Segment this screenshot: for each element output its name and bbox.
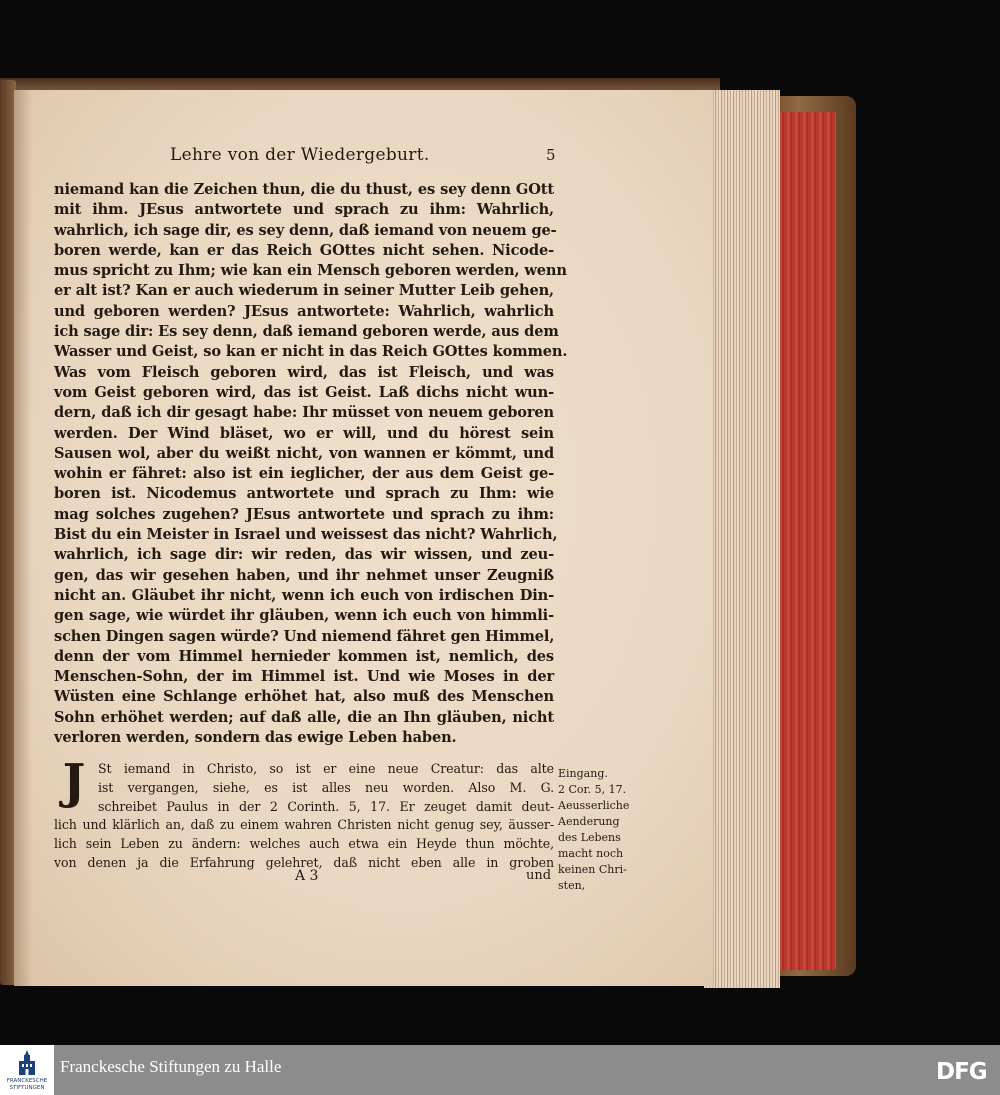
margin-note: macht noch <box>558 847 624 860</box>
building-icon <box>17 1050 37 1076</box>
signature-mark: A 3 <box>295 868 319 884</box>
drop-cap: J <box>62 754 86 810</box>
dfg-logo[interactable] <box>934 1055 994 1085</box>
text-line: schen Dingen sagen würde? Und niemend fähret gen Himmel, <box>54 627 555 645</box>
running-head: Lehre von der Wiedergeburt. <box>170 145 430 165</box>
text-line: Sausen wol, aber du weißt nicht, von wannen er kömmt, und <box>54 444 554 462</box>
text-line: Was vom Fleisch geboren wird, das ist Fleisch, und was <box>54 363 554 381</box>
text-line: von denen ja die Erfahrung gelehret, daß nicht eben alle in groben <box>54 854 554 870</box>
margin-note: des Lebens <box>558 831 621 844</box>
dfg-logo-text: DFG <box>936 1059 987 1085</box>
section-text <box>54 754 554 873</box>
text-line: boren werde, kan er das Reich GOttes nicht sehen. Nicode- <box>54 241 554 259</box>
text-line: lich und klärlich an, daß zu einem wahren Christen nicht genug sey, äusser- <box>54 817 554 833</box>
margin-note: sten, <box>558 879 586 892</box>
page-edges <box>704 90 780 988</box>
text-line: ist vergangen, siehe, es ist alles neu worden. Also M. G. <box>98 779 554 795</box>
text-line: gen, das wir gesehen haben, und ihr nehmet unser Zeugniß <box>54 566 554 584</box>
text-line: Wasser und Geist, so kan er nicht in das Reich GOttes kommen. <box>54 343 568 361</box>
text-line: wahrlich, ich sage dir: wir reden, das wir wissen, und zeu- <box>54 546 554 564</box>
text-line: nicht an. Gläubet ihr nicht, wenn ich euch von irdischen Din- <box>54 586 554 604</box>
text-line: werden. Der Wind bläset, wo er will, und du hörest sein <box>54 424 554 442</box>
logo-text: FRANCKESCHE STIFTUNGEN <box>6 1078 48 1091</box>
margin-notes <box>558 766 638 894</box>
margin-note: keinen Chri- <box>558 863 627 876</box>
text-line: wahrlich, ich sage dir, es sey denn, daß iemand von neuem ge- <box>54 221 557 239</box>
page-gutter <box>14 90 32 986</box>
text-line: mit ihm. JEsus antwortete und sprach zu ihm: Wahrlich, <box>54 201 554 219</box>
text-line: niemand kan die Zeichen thun, die du thust, es sey denn GOtt <box>54 181 554 198</box>
institution-name[interactable]: Franckesche Stiftungen zu Halle <box>60 1057 282 1076</box>
text-line: Bist du ein Meister in Israel und weissest das nicht? Wahrlich, <box>54 526 558 544</box>
margin-note: Aenderung <box>558 815 620 828</box>
text-line: und geboren werden? JEsus antwortete: Wahrlich, wahrlich <box>54 302 554 320</box>
page-number: 5 <box>546 146 556 164</box>
text-line: Menschen-Sohn, der im Himmel ist. Und wie Moses in der <box>54 668 554 686</box>
body-text <box>54 180 568 748</box>
text-line: denn der vom Himmel hernieder kommen ist, nemlich, des <box>54 647 554 665</box>
red-page-edge <box>776 112 836 970</box>
text-line: mag solches zugehen? JEsus antwortete und sprach zu ihm: <box>54 505 554 523</box>
catchword: und <box>526 868 552 883</box>
text-line: verloren werden, sondern das ewige Leben haben. <box>54 729 457 747</box>
text-line: Wüsten eine Schlange erhöhet hat, also muß des Menschen <box>54 688 554 706</box>
text-line: lich sein Leben zu ändern: welches auch etwa ein Heyde thun möchte, <box>54 836 554 852</box>
text-line: Sohn erhöhet werden; auf daß alle, die an Ihn gläuben, nicht <box>54 708 554 726</box>
franckesche-logo[interactable] <box>0 1045 54 1095</box>
margin-note: Eingang. <box>558 767 608 780</box>
margin-note: Aeusserliche <box>558 799 630 812</box>
text-line: dern, daß ich dir gesagt habe: Ihr müsset von neuem geboren <box>54 404 554 422</box>
text-line: ich sage dir: Es sey denn, daß iemand geboren werde, aus dem <box>54 323 559 341</box>
text-line: vom Geist geboren wird, das ist Geist. Laß dichs nicht wun- <box>54 383 554 401</box>
margin-note: 2 Cor. 5, 17. <box>558 783 627 796</box>
text-line: St iemand in Christo, so ist er eine neue Creatur: das alte <box>98 761 554 776</box>
text-line: wohin er fähret: also ist ein ieglicher, der aus dem Geist ge- <box>54 465 554 483</box>
text-line: mus spricht zu Ihm; wie kan ein Mensch geboren werden, wenn <box>54 262 567 280</box>
text-line: gen sage, wie würdet ihr gläuben, wenn ich euch von himmli- <box>54 607 554 625</box>
text-line: er alt ist? Kan er auch wiederum in seiner Mutter Leib gehen, <box>54 282 554 300</box>
footer-bar <box>0 1045 1000 1095</box>
text-line: schreibet Paulus in der 2 Corinth. 5, 17. Er zeuget damit deut- <box>98 798 554 814</box>
text-line: boren ist. Nicodemus antwortete und sprach zu Ihm: wie <box>54 485 554 503</box>
